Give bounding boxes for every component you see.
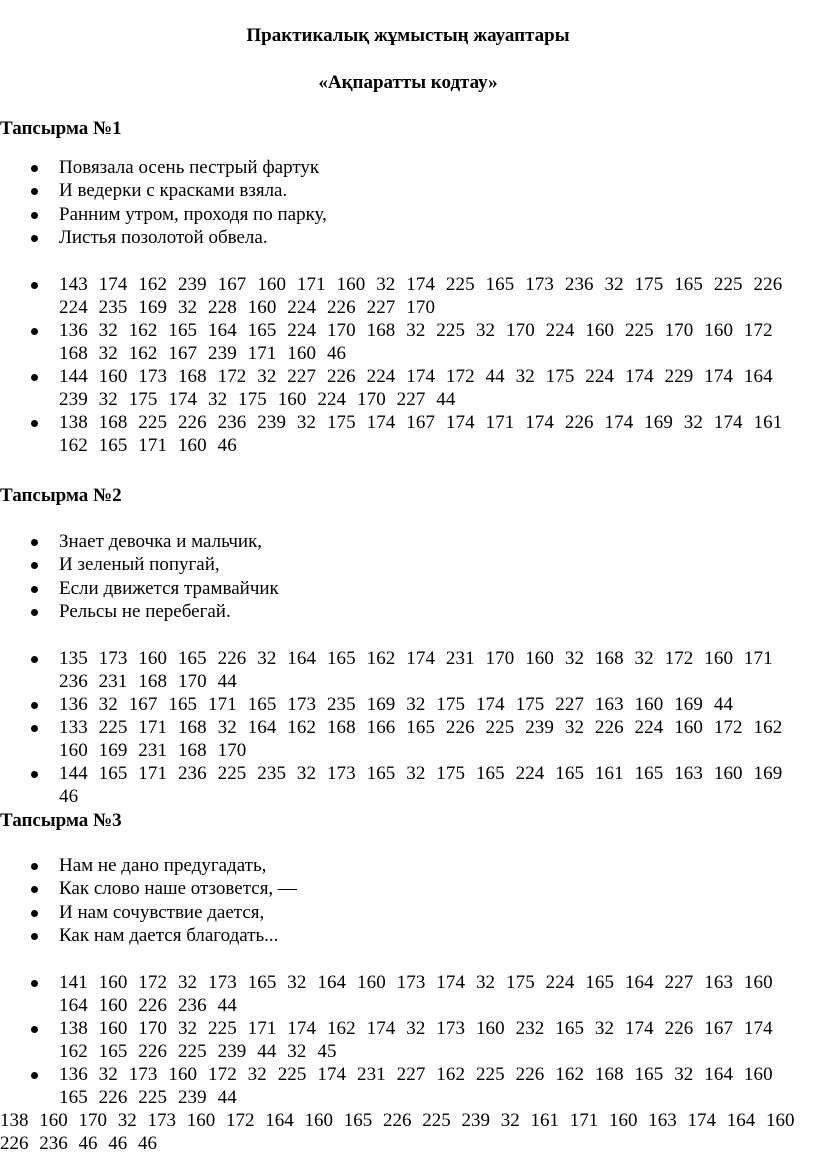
poem-line: Ранним утром, проходя по парку, (0, 203, 812, 226)
code-line: 144 160 173 168 172 32 227 226 224 174 172 44 32 175 224 174 229 174 164 239 32 175 174 32 175 160 224 170 227 44 (0, 365, 812, 411)
poem-line: Как слово наше отзовется, — (0, 877, 812, 900)
code-line: 136 32 167 165 171 165 173 235 169 32 175 174 175 227 163 160 169 44 (0, 693, 812, 716)
document-title: Практикалық жұмыстың жауаптары (246, 25, 570, 46)
task-2-poem (0, 530, 812, 623)
code-line: 141 160 172 32 173 165 32 164 160 173 174 32 175 224 165 164 227 163 160 164 160 226 236 44 (0, 971, 812, 1017)
bullet-icon (31, 1026, 38, 1033)
bullet-icon (31, 235, 38, 242)
bullet-icon (31, 933, 38, 940)
bullet-icon (31, 771, 38, 778)
bullet-icon (31, 539, 38, 546)
bullet-icon (31, 702, 38, 709)
task-1-codes (0, 273, 812, 457)
bullet-icon (31, 725, 38, 732)
poem-line: Если движется трамвайчик (0, 577, 812, 600)
poem-line: Знает девочка и мальчик, (0, 530, 812, 553)
poem-line: И нам сочувствие дается, (0, 901, 812, 924)
task-2-codes (0, 647, 812, 808)
poem-line: Нам не дано предугадать, (0, 854, 812, 877)
code-line: 138 168 225 226 236 239 32 175 174 167 174 171 174 226 174 169 32 174 161 162 165 171 160 46 (0, 411, 812, 457)
task-3-heading: Тапсырма №3 (0, 810, 122, 831)
bullet-icon (31, 1072, 38, 1079)
task-3-poem (0, 854, 812, 947)
bullet-icon (31, 886, 38, 893)
code-line: 136 32 173 160 172 32 225 174 231 227 162 225 226 162 168 165 32 164 160 165 226 225 239 44 (0, 1063, 812, 1109)
bullet-icon (31, 656, 38, 663)
task-1-poem (0, 156, 812, 249)
bullet-icon (31, 188, 38, 195)
document-subtitle: «Ақпаратты кодтау» (318, 72, 498, 93)
task-3-codes (0, 971, 812, 1109)
code-line: 135 173 160 165 226 32 164 165 162 174 231 170 160 32 168 32 172 160 171 236 231 168 170 44 (0, 647, 812, 693)
code-line: 138 160 170 32 225 171 174 162 174 32 173 160 232 165 32 174 226 167 174 162 165 226 225 239 44 32 45 (0, 1017, 812, 1063)
bullet-icon (31, 165, 38, 172)
task-2-heading: Тапсырма №2 (0, 485, 122, 506)
bullet-icon (31, 328, 38, 335)
task-1-heading: Тапсырма №1 (0, 118, 122, 139)
bullet-icon (31, 420, 38, 427)
bullet-icon (31, 586, 38, 593)
poem-line: И зеленый попугай, (0, 553, 812, 576)
bullet-icon (31, 863, 38, 870)
code-line: 133 225 171 168 32 164 162 168 166 165 226 225 239 32 226 224 160 172 162 160 169 231 168 170 (0, 716, 812, 762)
poem-line: Рельсы не перебегай. (0, 600, 812, 623)
bullet-icon (31, 374, 38, 381)
poem-line: Листья позолотой обвела. (0, 226, 812, 249)
poem-line: Как нам дается благодать... (0, 924, 812, 947)
bullet-icon (31, 282, 38, 289)
bullet-icon (31, 212, 38, 219)
code-line: 143 174 162 239 167 160 171 160 32 174 225 165 173 236 32 175 165 225 226 224 235 169 32 228 160 224 226 227 170 (0, 273, 812, 319)
bullet-icon (31, 910, 38, 917)
bullet-icon (31, 562, 38, 569)
code-line: 136 32 162 165 164 165 224 170 168 32 225 32 170 224 160 225 170 160 172 168 32 162 167 239 171 160 46 (0, 319, 812, 365)
bullet-icon (31, 609, 38, 616)
task-3-tail-code-line: 138 160 170 32 173 160 172 164 160 165 226 225 239 32 161 171 160 163 174 164 160 226 236 46 46 46 (0, 1110, 795, 1154)
code-line: 144 165 171 236 225 235 32 173 165 32 175 165 224 165 161 165 163 160 169 46 (0, 762, 812, 808)
poem-line: И ведерки с красками взяла. (0, 179, 812, 202)
poem-line: Повязала осень пестрый фартук (0, 156, 812, 179)
bullet-icon (31, 980, 38, 987)
